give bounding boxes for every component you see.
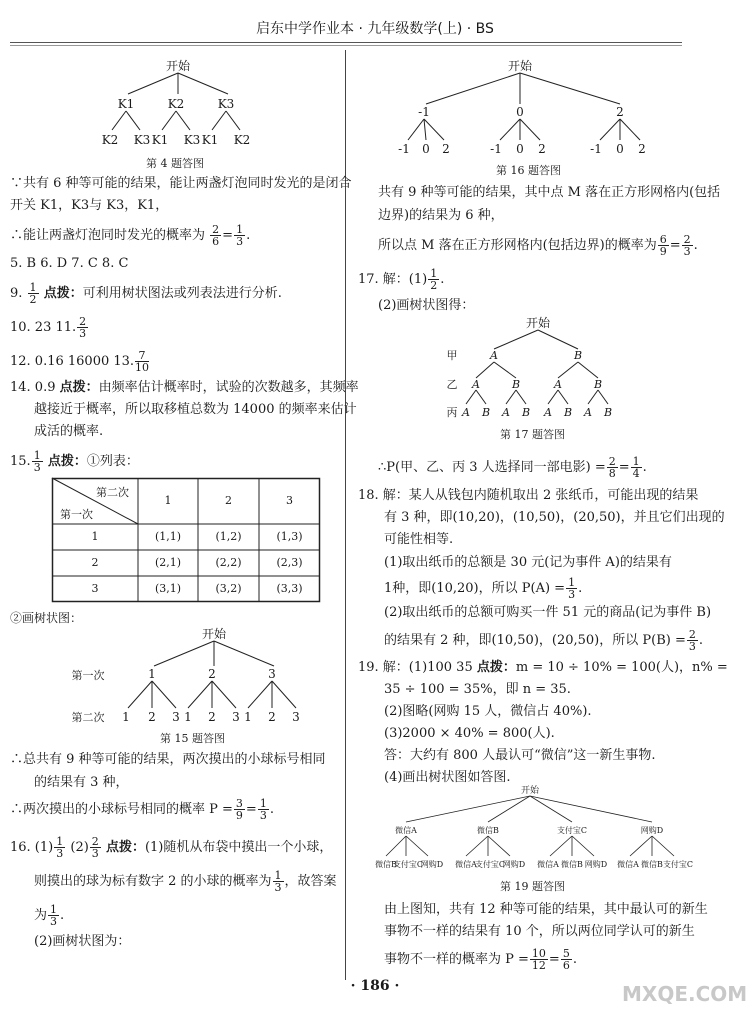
tree-node: 微信A [395,826,417,835]
fraction: $\frac{5}{6}$ [562,947,570,972]
tree-leaf: A [462,406,470,419]
tree-leaf: -1 [590,142,602,156]
text-line: (2)取出纸币的总额可购买一件 51 元的商品(记为事件 B) [384,605,712,620]
tree-leaf: 网购D [420,860,444,869]
figure-caption: 第 16 题答图 [496,164,561,177]
fraction: $\frac{2}{3}$ [683,233,691,258]
tree-node: 微信B [477,826,499,835]
fraction: $\frac{7}{10}$ [135,349,150,374]
text-line: 开关 K1，K3与 K3，K1， [10,198,169,213]
table-col-header: 2 [225,494,232,507]
fraction: $\frac{3}{9}$ [235,797,243,822]
fraction: $\frac{1}{3}$ [236,223,244,248]
text-line: (2)画树状图为： [34,934,131,949]
tree-leaf: 3 [232,710,240,724]
answer-line: 15. $\frac{1}{3}$ 点拨：①列表： [10,449,139,474]
tree-leaf: 支付宝C [474,860,506,869]
figure-caption: 第 4 题答图 [146,157,204,170]
tree-leaf: 2 [638,142,646,156]
tree-leaf: K2 [101,133,119,147]
answer-line: 5. B 6. D 7. C 8. C [10,256,129,271]
tree-leaf: 1 [122,710,130,724]
tree-leaf: 3 [292,710,300,724]
table-row-header: 2 [91,556,99,569]
fraction: $\frac{1}{3}$ [274,869,282,894]
fraction: $\frac{2}{3}$ [79,315,87,340]
tree-leaf: -1 [398,142,410,156]
text-line: 为 $\frac{1}{3}$ . [34,903,65,928]
table-col-header: 1 [164,494,172,507]
tree-leaf: 0 [516,142,524,156]
text-line: ∴能让两盏灯泡同时发光的概率为 $\frac{2}{6}$ = $\frac{1}{3}$ . [10,223,251,248]
tree-leaf: K3 [183,133,201,147]
tree-leaf: 支付宝C [392,860,424,869]
tree-leaf: K3 [133,133,151,147]
text-line: 18. 解：某人从钱包内随机取出 2 张纸币，可能出现的结果 [358,488,699,503]
tree-leaf: 网购D [584,860,608,869]
table-row-header: 1 [91,530,99,543]
tree-leaf: B [603,406,613,419]
header-rule [10,42,682,43]
text-line: 的结果有 2 种，即(10,50)，(20,50)，所以 P(B) = $\frac{2}{3}$ . [384,628,703,653]
tree-root: 开始 [525,316,551,330]
fraction: $\frac{1}{3}$ [259,797,267,822]
tree-diagram-q15 [60,626,320,736]
text-line: 事物不一样的结果有 10 个，所以两位同学认可的新生 [384,924,695,939]
tree-node: K1 [117,97,135,111]
table-corner-top: 第二次 [96,486,129,499]
tree-leaf: 2 [208,710,216,724]
text-line: 可能性相等. [384,532,454,547]
table-cell: (1,1) [154,530,182,543]
tree-leaf: K2 [233,133,251,147]
tree-leaf: K1 [151,133,169,147]
text-line: 35 ÷ 100 = 35%，即 n = 35. [384,682,571,697]
page-header: 启东中学作业本 · 九年级数学(上) · BS [256,21,494,37]
text-line: 由上图知，共有 12 种等可能的结果，其中最认可的新生 [384,902,708,917]
answer-line: 16. (1) $\frac{1}{3}$ (2) $\frac{2}{3}$ 点拨：(1)随机从布袋中摸出一个小球， [10,835,333,860]
fraction: $\frac{1}{3}$ [56,835,64,860]
text-line: ∵共有 6 种等可能的结果，能让两盏灯泡同时发光的是闭合 [10,176,352,191]
text-line: (3)2000 × 40% = 800(人). [384,726,555,741]
fraction: $\frac{1}{3}$ [568,576,576,601]
tree-leaf: 2 [538,142,546,156]
answer-line: 14. 0.9 点拨：由频率估计概率时，试验的次数越多，其频率 [10,380,359,395]
answer-line: 9. $\frac{1}{2}$ 点拨：可利用树状图法或列表法进行分析. [10,281,282,306]
tree-leaf: B [563,406,573,419]
text-line: 答：大约有 800 人最认可“微信”这一新生事物. [384,748,656,763]
header-rule-thin [10,45,682,46]
fraction: $\frac{1}{2}$ [430,267,438,292]
table-cell: (3,2) [215,582,242,595]
tree-row-label: 第一次 [71,669,105,682]
text-line: ∴两次摸出的小球标号相同的概率 P = $\frac{3}{9}$ = $\frac{1}{3}$ . [10,797,274,822]
text-line: 共有 9 种等可能的结果，其中点 M 落在正方形网格内(包括 [378,185,721,200]
fraction: $\frac{10}{12}$ [531,947,546,972]
tree-node: B [593,378,603,391]
tree-node: B [511,378,521,391]
text-line: 则摸出的球为标有数字 2 的小球的概率为 $\frac{1}{3}$ ，故答案 [34,869,337,894]
table-cell: (2,1) [154,556,182,569]
table-cell: (3,1) [154,582,182,595]
tree-node: 2 [616,105,624,119]
figure-caption: 第 15 题答图 [160,732,225,745]
table-corner-bottom: 第一次 [60,508,93,521]
tree-leaf: -1 [490,142,502,156]
table-cell: (1,2) [215,530,242,543]
tree-diagram-q17 [446,316,626,426]
tree-row-label: 甲 [446,349,458,362]
text-line: (2)图略(网购 15 人，微信占 40%). [384,704,592,719]
text-line: 1种，即(10,20)，所以 P(A) = $\frac{1}{3}$ . [384,576,583,601]
table-col-header: 3 [286,494,293,507]
tree-leaf: B [521,406,531,419]
text-line: 成活的概率. [34,424,104,439]
tree-node: K2 [167,97,185,111]
tree-node: K3 [217,97,235,111]
table-cell: (3,3) [276,582,303,595]
tree-leaf: 1 [184,710,192,724]
text-line: 有 3 种，即(10,20)，(10,50)，(20,50)，并且它们出现的 [384,510,725,525]
tree-leaf: 1 [244,710,252,724]
table-cell: (2,3) [276,556,303,569]
tree-root: 开始 [520,786,540,796]
answer-line: 17. 解：(1) $\frac{1}{2}$ . [358,267,445,292]
tree-leaf: 2 [148,710,156,724]
tree-leaf: 0 [616,142,624,156]
tree-leaf: 支付宝C [662,860,694,869]
table-row-header: 3 [91,582,99,595]
tree-leaf: B [481,406,491,419]
tree-root: 开始 [507,59,533,73]
tree-leaf: 微信A [455,860,477,869]
fraction: $\frac{6}{9}$ [659,233,667,258]
table-cell: (2,2) [215,556,242,569]
tree-leaf: 3 [172,710,180,724]
tree-leaf: 微信B [641,860,663,869]
tree-node: -1 [418,105,430,119]
answer-line: 10. 23 11. $\frac{2}{3}$ [10,315,87,340]
tree-leaf: A [584,406,592,419]
tree-node: 0 [516,105,524,119]
text-line: 的结果有 3 种， [34,775,129,790]
answer-line: 19. 解：(1)100 35 点拨：m = 10 ÷ 10% = 100(人)，n% = [358,660,728,675]
tree-row-label: 乙 [446,378,458,391]
table-cell: (1,3) [276,530,303,543]
tree-node: A [490,349,498,362]
tree-diagram-q16 [396,58,656,168]
text-line: 所以点 M 落在正方形网格内(包括边界)的概率为 $\frac{6}{9}$ = $\frac{2}{3}$ . [378,233,698,258]
tree-leaf: 微信B [375,860,397,869]
result-table [52,478,320,602]
tree-diagram-q4 [90,58,290,168]
tree-leaf: 微信A [537,860,559,869]
tree-leaf: 0 [422,142,430,156]
tree-root: 开始 [165,59,191,73]
text-line: (4)画出树状图如答图. [384,770,511,785]
fraction: $\frac{2}{3}$ [91,835,99,860]
tree-root: 开始 [201,627,227,641]
tree-node: A [472,378,480,391]
tree-diagram-q19 [375,786,694,882]
fraction: $\frac{1}{2}$ [29,281,37,306]
fraction: $\frac{2}{6}$ [212,223,220,248]
fraction: $\frac{1}{3}$ [50,903,58,928]
fraction: $\frac{1}{4}$ [632,455,640,480]
tree-node: 1 [148,667,156,681]
tree-leaf: 2 [268,710,276,724]
tree-leaf: K1 [201,133,219,147]
tree-node: 3 [268,667,276,681]
watermark: MXQE.COM [622,982,748,1006]
text-line: ∴P(甲、乙、丙 3 人选择同一部电影) = $\frac{2}{8}$ = $\frac{1}{4}$ . [378,455,647,480]
text-line: (2)画树状图得： [378,298,475,313]
text-line: 事物不一样的概率为 P = $\frac{10}{12}$ = $\frac{5}{6}$ . [384,947,577,972]
page-number: · 186 · [350,978,400,994]
tree-leaf: A [502,406,510,419]
tree-leaf: 2 [442,142,450,156]
text-line: (1)取出纸币的总额是 30 元(记为事件 A)的结果有 [384,555,672,570]
fraction: $\frac{1}{3}$ [33,449,41,474]
tree-leaf: A [544,406,552,419]
tree-leaf: 微信B [561,860,583,869]
tree-node: B [573,349,583,362]
text-line: ∴总共有 9 种等可能的结果，两次摸出的小球标号相同 [10,752,326,767]
tree-node: A [554,378,562,391]
answer-line: 12. 0.16 16000 13. $\frac{7}{10}$ [10,349,150,374]
tree-leaf: 微信A [617,860,639,869]
text-line: ②画树状图： [10,611,83,625]
figure-caption: 第 19 题答图 [500,880,565,893]
figure-caption: 第 17 题答图 [500,428,565,441]
tree-row-label: 丙 [446,406,458,419]
tree-node: 2 [208,667,216,681]
fraction: $\frac{2}{3}$ [688,628,696,653]
text: ∴能让两盏灯泡同时发光的概率为 [10,228,206,243]
tree-leaf: 网购D [502,860,526,869]
tree-node: 支付宝C [556,826,588,835]
tree-node: 网购D [640,826,664,835]
tree-row-label: 第二次 [71,711,105,724]
fraction: $\frac{2}{8}$ [608,455,616,480]
text-line: 边界)的结果为 6 种， [378,208,504,223]
text-line: 越接近于概率，所以取移植总数为 14000 的频率来估计 [34,402,357,417]
